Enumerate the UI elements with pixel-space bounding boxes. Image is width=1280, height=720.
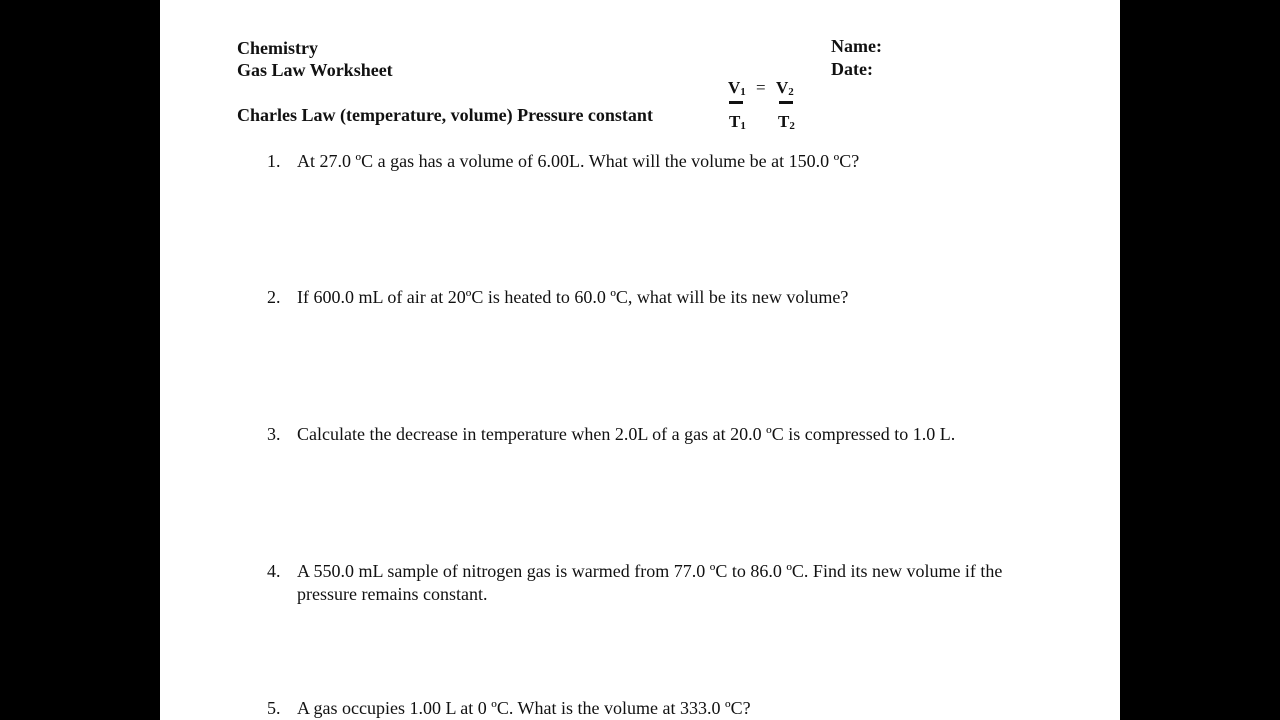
question-text: If 600.0 mL of air at 20ºC is heated to 60.0 ºC, what will be its new volume? [297,287,849,307]
fraction-bar-right [779,101,793,104]
worksheet-title: Gas Law Worksheet [237,60,393,80]
question-number: 3. [267,424,281,444]
formula-v1: $V_1$ [728,78,746,98]
date-label: Date: [831,59,873,79]
question-number: 5. [267,698,281,718]
question-number: 2. [267,287,281,307]
fraction-bar-left [729,101,743,104]
name-label: Name: [831,36,882,56]
question-text: A gas occupies 1.00 L at 0 ºC. What is the volume at 333.0 ºC? [297,698,751,718]
question-number: 1. [267,151,281,171]
formula-v2: $V_2$ [776,78,794,98]
subject-heading: Chemistry [237,38,318,58]
question-number: 4. [267,561,281,581]
section-title: Charles Law (temperature, volume) Pressure constant [237,105,653,125]
formula-equals: = [756,78,766,97]
formula-t2: $T_2$ [778,112,795,132]
worksheet-page [160,0,1120,720]
question-text: At 27.0 ºC a gas has a volume of 6.00L. What will the volume be at 150.0 ºC? [297,151,860,171]
question-text: Calculate the decrease in temperature when 2.0L of a gas at 20.0 ºC is compressed to 1.0 L. [297,424,956,444]
charles-law-formula [726,78,798,134]
formula-t1: $T_1$ [729,112,746,132]
question-text: A 550.0 mL sample of nitrogen gas is warmed from 77.0 ºC to 86.0 ºC. Find its new volume if the pressure remains constant. [297,561,1003,604]
